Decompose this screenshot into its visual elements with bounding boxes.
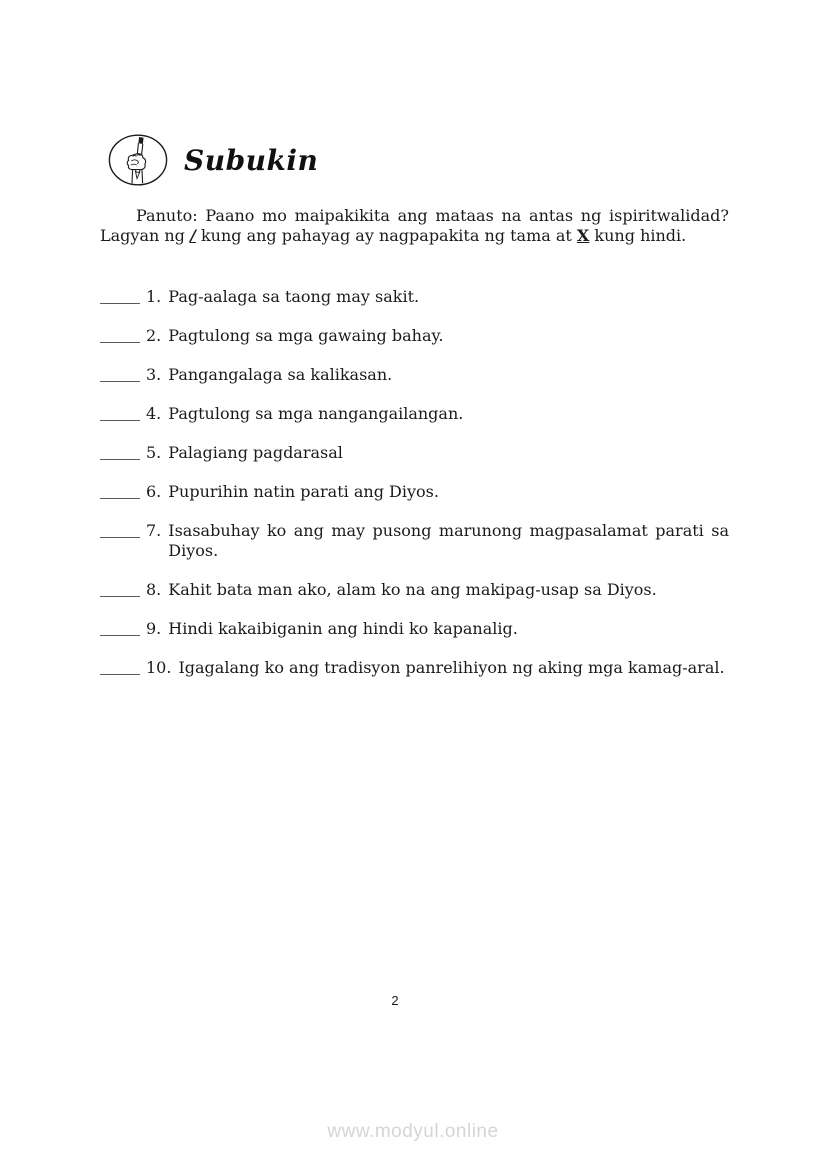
answer-blank: [100, 365, 140, 382]
instructions-paragraph: [100, 206, 729, 246]
item-number: 9.: [146, 619, 162, 638]
instructions-line2: [100, 226, 729, 246]
item-number: 4.: [146, 404, 162, 423]
item-text: Pangangalaga sa kalikasan.: [168, 365, 393, 384]
quiz-item: [100, 287, 729, 307]
quiz-item: [100, 658, 729, 678]
hand-holding-pencil-icon: [108, 134, 168, 187]
item-number: 1.: [146, 287, 162, 306]
item-number: 8.: [146, 580, 162, 599]
item-number: 2.: [146, 326, 162, 345]
page-number: 2: [391, 993, 399, 1008]
item-text: Kahit bata man ako, alam ko na ang makipag-usap sa Diyos.: [168, 580, 657, 599]
instructions-line2-middle: kung ang pahayag ay nagpapakita ng tama at: [195, 226, 577, 245]
item-number: 5.: [146, 443, 162, 462]
section-title: Subukin: [184, 144, 319, 177]
item-text: Hindi kakaibiganin ang hindi ko kapanalig.: [168, 619, 518, 638]
item-text: Palagiang pagdarasal: [168, 443, 343, 462]
item-text: Igagalang ko ang tradisyon panrelihiyon ng aking mga kamag-aral.: [178, 658, 725, 677]
answer-blank: [100, 658, 140, 675]
answer-blank: [100, 287, 140, 304]
answer-blank: [100, 326, 140, 343]
item-number: 3.: [146, 365, 162, 384]
item-text: Pag-aalaga sa taong may sakit.: [168, 287, 420, 306]
quiz-item: [100, 443, 729, 463]
quiz-item: [100, 482, 729, 502]
instructions-line2-prefix: Lagyan ng: [100, 226, 191, 245]
quiz-item: [100, 365, 729, 385]
quiz-item: [100, 404, 729, 424]
answer-blank: [100, 443, 140, 460]
item-text: Pagtulong sa mga nangangailangan.: [168, 404, 464, 423]
answer-blank: [100, 482, 140, 499]
instructions-line1: Panuto: Paano mo maipakikita ang mataas na antas ng ispiritwalidad?: [136, 206, 729, 225]
x-mark-symbol: X: [576, 226, 590, 245]
quiz-item: [100, 521, 729, 561]
check-slash-symbol: /: [190, 226, 196, 245]
item-text: Pupurihin natin parati ang Diyos.: [168, 482, 439, 501]
answer-blank: [100, 619, 140, 636]
item-text: Pagtulong sa mga gawaing bahay.: [168, 326, 444, 345]
item-number: 6.: [146, 482, 162, 501]
section-header: [108, 134, 318, 187]
answer-blank: [100, 580, 140, 597]
item-number: 10.: [146, 658, 172, 677]
quiz-item: [100, 619, 729, 639]
instructions-line2-suffix: kung hindi.: [589, 226, 687, 245]
item-text: Isasabuhay ko ang may pusong marunong magpasalamat parati sa Diyos.: [168, 521, 729, 560]
watermark: www.modyul.online: [327, 1121, 499, 1142]
answer-blank: [100, 521, 140, 538]
answer-blank: [100, 404, 140, 421]
quiz-item: [100, 326, 729, 346]
quiz-item: [100, 580, 729, 600]
quiz-list: [100, 287, 729, 697]
item-number: 7.: [146, 521, 162, 540]
